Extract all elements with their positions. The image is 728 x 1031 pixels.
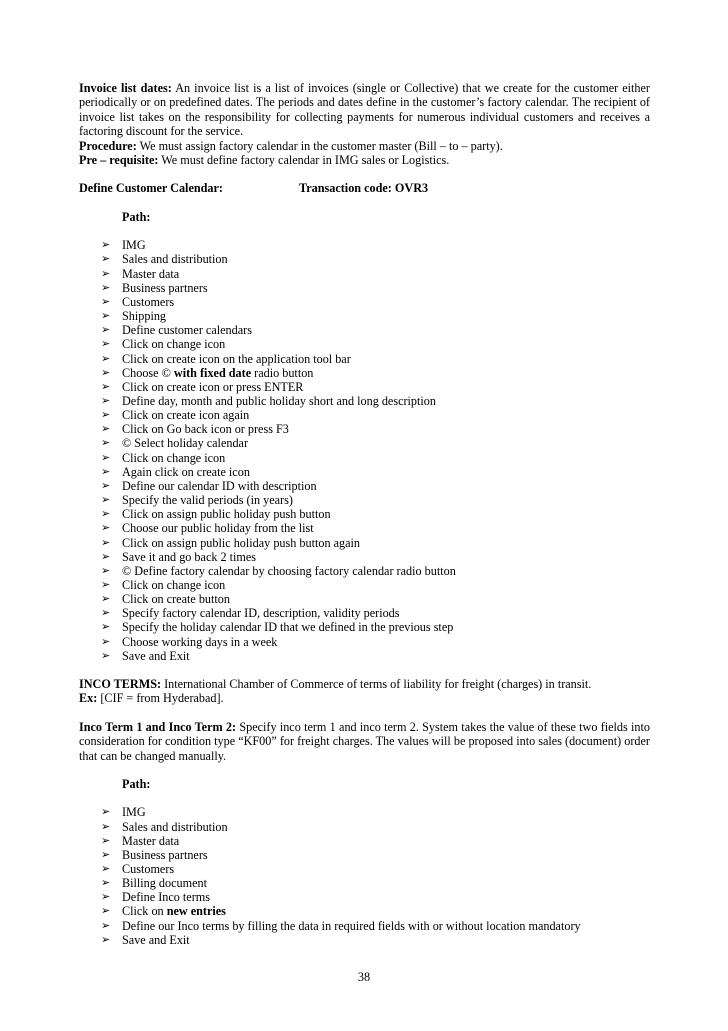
arrow-bullet-icon: ➢: [101, 890, 111, 904]
example-label: Ex:: [79, 691, 98, 706]
path-label-2: Path:: [122, 776, 151, 791]
list-item: [79, 521, 650, 535]
step-text: Again click on create icon: [122, 464, 250, 479]
list-item: [79, 635, 650, 649]
list-item: [79, 890, 650, 904]
arrow-bullet-icon: ➢: [101, 266, 111, 280]
invoice-list-paragraph: [79, 81, 650, 139]
list-item: [79, 309, 650, 323]
step-text: Define Inco terms: [122, 890, 210, 905]
step-text: Save and Exit: [122, 932, 190, 947]
step-text: Sales and distribution: [122, 252, 228, 267]
example-paragraph: [79, 691, 650, 705]
step-text: Click on Go back icon or press F3: [122, 422, 289, 437]
list-item: [79, 493, 650, 507]
arrow-bullet-icon: ➢: [101, 422, 111, 436]
arrow-bullet-icon: ➢: [101, 365, 111, 379]
step-text: Shipping: [122, 309, 167, 324]
list-item: [79, 366, 650, 380]
list-item: [79, 578, 650, 592]
arrow-bullet-icon: ➢: [101, 932, 111, 946]
arrow-bullet-icon: ➢: [101, 847, 111, 861]
arrow-bullet-icon: ➢: [101, 918, 111, 932]
arrow-bullet-icon: ➢: [101, 337, 111, 351]
arrow-bullet-icon: ➢: [101, 876, 111, 890]
list-item: [79, 436, 650, 450]
path-label-1: Path:: [122, 209, 151, 224]
prerequisite-text: We must define factory calendar in IMG sales or Logistics.: [158, 153, 450, 168]
arrow-bullet-icon: ➢: [101, 323, 111, 337]
list-item: [79, 919, 650, 933]
list-item: [79, 564, 650, 578]
step-text: Customers: [122, 294, 175, 309]
arrow-bullet-icon: ➢: [101, 493, 111, 507]
list-item: [79, 550, 650, 564]
step-text: Click on change icon: [122, 578, 226, 592]
step-text: Choose our public holiday from the list: [122, 521, 314, 536]
invoice-list-label: Invoice list dates:: [79, 81, 172, 95]
list-item: [79, 649, 650, 663]
list-item: [79, 592, 650, 606]
step-text: Specify factory calendar ID, description, validity periods: [122, 606, 400, 621]
invoice-list-text: An invoice list is a list of invoices (single or Collective) that we create for the customer either periodically or on predefined dates. The periods and dates define in the customer’s factory calendar. The recipient of invoice list takes on the responsibility for collecting payments for numerous individual customers and receives a factoring discount for the service.: [79, 81, 650, 139]
arrow-bullet-icon: ➢: [101, 464, 111, 478]
list-item: [79, 295, 650, 309]
incoterms-label: INCO TERMS:: [79, 676, 162, 691]
arrow-bullet-icon: ➢: [101, 606, 111, 620]
arrow-bullet-icon: ➢: [101, 252, 111, 266]
list-item: [79, 834, 650, 848]
list-item: [79, 394, 650, 408]
step-text: Billing document: [122, 876, 207, 891]
define-calendar-heading: [79, 181, 650, 195]
step-text: Customers: [122, 862, 175, 876]
step-text: Define day, month and public holiday short and long description: [122, 393, 436, 408]
list-item: [79, 805, 650, 819]
step-text: Business partners: [122, 280, 208, 295]
procedure-label: Procedure:: [79, 138, 137, 153]
list-item: [79, 820, 650, 834]
incoterm12-text: Specify inco term 1 and inco term 2. System takes the value of these two fields into consideration for condition type “KF00” for freight charges. The values will be proposed into sales (document) order that can be changed manually.: [79, 719, 650, 763]
step-text: © Select holiday calendar: [122, 436, 249, 451]
arrow-bullet-icon: ➢: [101, 904, 111, 918]
step-text: Sales and distribution: [122, 819, 228, 834]
list-item: [79, 620, 650, 634]
path-steps-list-1: [79, 238, 650, 663]
step-text: Master data: [122, 266, 180, 281]
page-content: [79, 81, 650, 947]
list-item: [79, 252, 650, 266]
arrow-bullet-icon: ➢: [101, 507, 111, 521]
arrow-bullet-icon: ➢: [101, 478, 111, 492]
step-text: Click on create button: [122, 592, 230, 607]
arrow-bullet-icon: ➢: [101, 578, 111, 591]
step-text: Specify the holiday calendar ID that we defined in the previous step: [122, 620, 454, 635]
step-text: Business partners: [122, 847, 208, 862]
step-text: Click on create icon or press ENTER: [122, 379, 304, 394]
list-item: [79, 479, 650, 493]
arrow-bullet-icon: ➢: [101, 563, 111, 577]
arrow-bullet-icon: ➢: [101, 280, 111, 294]
arrow-bullet-icon: ➢: [101, 351, 111, 365]
step-text: Choose working days in a week: [122, 634, 278, 649]
list-item: [79, 904, 650, 918]
step-text: Define customer calendars: [122, 323, 252, 338]
arrow-bullet-icon: ➢: [101, 620, 111, 634]
list-item: [79, 352, 650, 366]
list-item: [79, 536, 650, 550]
incoterm12-paragraph: [79, 720, 650, 763]
arrow-bullet-icon: ➢: [101, 648, 111, 662]
arrow-bullet-icon: ➢: [101, 549, 111, 563]
arrow-bullet-icon: ➢: [101, 309, 111, 323]
step-text: Save and Exit: [122, 648, 190, 663]
list-item: [79, 876, 650, 890]
step-text: Choose ©: [122, 365, 174, 380]
arrow-bullet-icon: ➢: [101, 408, 111, 422]
transaction-code: Transaction code: OVR3: [299, 181, 429, 196]
step-emphasis: with fixed date: [173, 365, 252, 380]
path-steps-list-2: [79, 805, 650, 947]
arrow-bullet-icon: ➢: [101, 294, 111, 308]
list-item: [79, 408, 650, 422]
list-item: [79, 848, 650, 862]
incoterms-text: International Chamber of Commerce of terms of liability for freight (charges) in transit.: [161, 676, 592, 691]
step-text-suffix: radio button: [251, 365, 314, 380]
example-text: [CIF = from Hyderabad].: [97, 691, 224, 706]
step-text: IMG: [122, 805, 146, 820]
list-item: [79, 337, 650, 351]
arrow-bullet-icon: ➢: [101, 805, 111, 819]
step-text: Specify the valid periods (in years): [122, 493, 293, 508]
step-text: © Define factory calendar by choosing factory calendar radio button: [122, 563, 456, 578]
step-text: Save it and go back 2 times: [122, 549, 257, 564]
list-item: [79, 380, 650, 394]
incoterms-paragraph: [79, 677, 650, 691]
procedure-text: We must assign factory calendar in the customer master (Bill – to – party).: [136, 138, 503, 153]
list-item: [79, 933, 650, 947]
arrow-bullet-icon: ➢: [101, 819, 111, 833]
step-text: Click on change icon: [122, 450, 226, 465]
step-text: Define our Inco terms by filling the data in required fields with or without location mandatory: [122, 918, 581, 933]
prerequisite-paragraph: [79, 153, 650, 167]
arrow-bullet-icon: ➢: [101, 521, 111, 535]
step-text: IMG: [122, 238, 146, 253]
list-item: [79, 281, 650, 295]
arrow-bullet-icon: ➢: [101, 592, 111, 606]
list-item: [79, 451, 650, 465]
step-text: Click on create icon on the application tool bar: [122, 351, 351, 366]
list-item: [79, 267, 650, 281]
arrow-bullet-icon: ➢: [101, 833, 111, 847]
list-item: [79, 238, 650, 252]
list-item: [79, 862, 650, 876]
arrow-bullet-icon: ➢: [101, 393, 111, 407]
arrow-bullet-icon: ➢: [101, 436, 111, 450]
define-calendar-title: Define Customer Calendar:: [79, 181, 223, 196]
arrow-bullet-icon: ➢: [101, 238, 111, 252]
step-text: Click on assign public holiday push button again: [122, 535, 360, 550]
prerequisite-label: Pre – requisite:: [79, 153, 159, 168]
step-text: Master data: [122, 833, 180, 848]
arrow-bullet-icon: ➢: [101, 450, 111, 464]
step-text: Define our calendar ID with description: [122, 478, 317, 493]
page-number: 38: [357, 970, 371, 984]
arrow-bullet-icon: ➢: [101, 379, 111, 393]
step-text: Click on change icon: [122, 337, 226, 352]
list-item: [79, 606, 650, 620]
step-text: Click on assign public holiday push button: [122, 507, 331, 522]
step-emphasis: new entries: [166, 904, 226, 919]
step-text: Click on create icon again: [122, 408, 250, 423]
list-item: [79, 507, 650, 521]
arrow-bullet-icon: ➢: [101, 634, 111, 648]
procedure-paragraph: [79, 139, 650, 153]
arrow-bullet-icon: ➢: [101, 535, 111, 549]
list-item: [79, 422, 650, 436]
list-item: [79, 465, 650, 479]
arrow-bullet-icon: ➢: [101, 862, 111, 875]
step-text: Click on: [122, 904, 167, 919]
list-item: [79, 323, 650, 337]
incoterm12-label: Inco Term 1 and Inco Term 2:: [79, 719, 237, 734]
